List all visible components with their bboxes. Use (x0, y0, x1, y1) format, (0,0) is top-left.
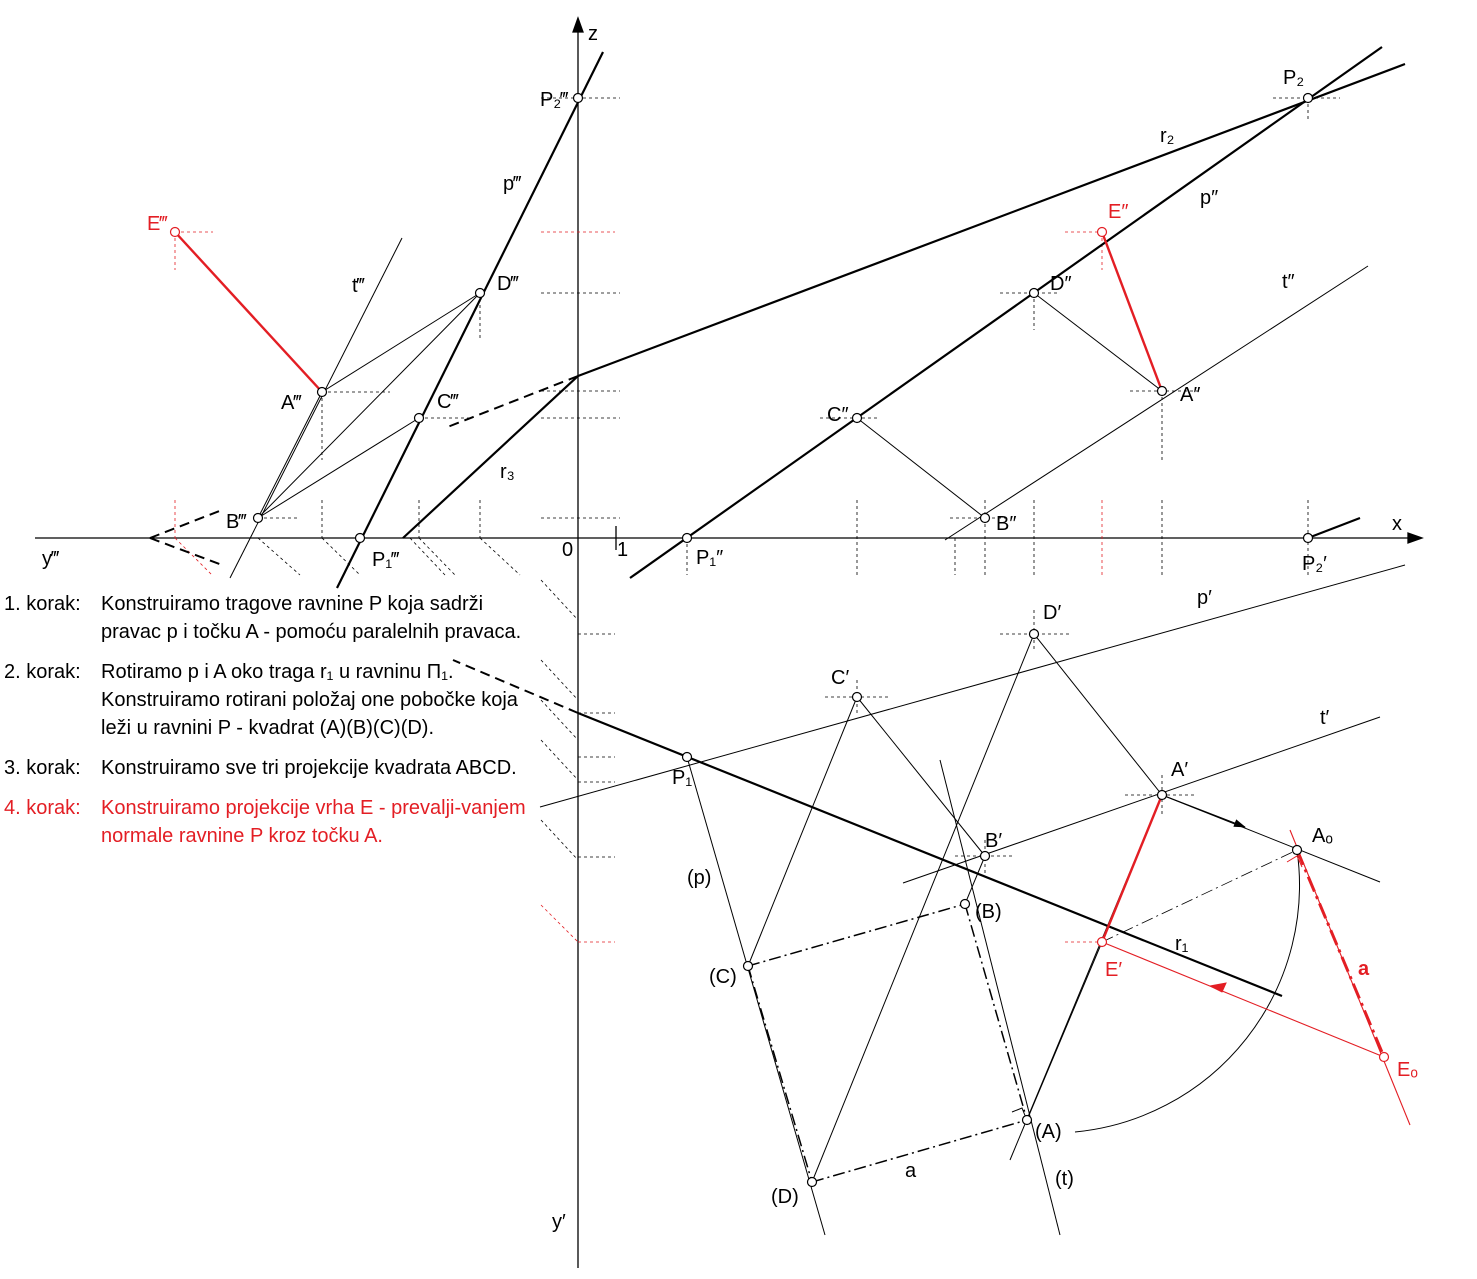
point-A-2 (1158, 387, 1167, 396)
label-D-3: D‴ (497, 273, 519, 295)
label-D-1: D′ (1043, 602, 1062, 624)
point-E-3 (171, 228, 180, 237)
label-B-2: B″ (996, 513, 1017, 535)
label-a-black: a (905, 1160, 917, 1182)
point-C-2 (853, 414, 862, 423)
label-C-3: C‴ (437, 391, 459, 413)
step-2-text: Rotiramo p i A oko traga r₁ u ravninu Π₁. Konstruiramo rotirani položaj one pobočke koja leži u ravnini P - kvadrat (A)(B)(C)(D). (101, 661, 518, 739)
point-P1-2 (683, 534, 692, 543)
label-r1: r₁ (1175, 933, 1189, 955)
label-P2: P₂ (1283, 67, 1305, 89)
point-P1 (683, 753, 692, 762)
step-2-key: 2. korak: (4, 661, 81, 683)
label-P1: P₁ (672, 767, 693, 789)
label-z: z (588, 23, 598, 45)
line-t1 (903, 717, 1380, 883)
label-P1-2: P₁″ (696, 547, 724, 569)
label-C-1: C′ (831, 667, 850, 689)
point-C-1 (853, 693, 862, 702)
step-3-key: 3. korak: (4, 757, 81, 779)
label-A-3: A‴ (281, 392, 302, 414)
step-4-text: Konstruiramo projekcije vrha E - prevalji-vanjem normale ravnine P kroz točku A. (101, 797, 526, 847)
step-4-key: 4. korak: (4, 797, 81, 819)
point-E-2 (1098, 228, 1107, 237)
point-B-3 (254, 514, 263, 523)
step-3 (4, 754, 544, 782)
label-B-3: B‴ (226, 511, 247, 533)
line-t2 (945, 266, 1368, 540)
label-r3: r₃ (500, 461, 515, 483)
point-A0 (1293, 846, 1302, 855)
label-A-rot: (A) (1035, 1121, 1062, 1143)
point-C-3 (415, 414, 424, 423)
point-A-1 (1158, 791, 1167, 800)
step-1-text: Konstruiramo tragove ravnine P koja sadrži pravac p i točku A - pomoću paralelnih pravaca. (101, 593, 522, 643)
point-E0 (1380, 1053, 1389, 1062)
point-P1-3 (356, 534, 365, 543)
line-p2 (630, 47, 1382, 578)
label-P1-3: P₁‴ (372, 549, 400, 571)
label-B-1: B′ (985, 830, 1003, 852)
label-A-2: A″ (1180, 384, 1201, 406)
point-P2-3 (574, 94, 583, 103)
step-1-key: 1. korak: (4, 593, 81, 615)
label-P2-3: P₂‴ (540, 89, 569, 111)
rotated-square (748, 904, 1027, 1182)
point-D-3 (476, 289, 485, 298)
point-B-2 (981, 514, 990, 523)
label-A0: Aₒ (1312, 825, 1333, 847)
point-E-1 (1098, 938, 1107, 947)
label-t2: t″ (1282, 271, 1295, 293)
point-A-3 (318, 388, 327, 397)
label-p2: p″ (1200, 187, 1219, 209)
point-A-rot (1023, 1116, 1032, 1125)
steps-list (4, 590, 544, 862)
point-D-1 (1030, 630, 1039, 639)
step-3-text: Konstruiramo sve tri projekcije kvadrata ABCD. (101, 757, 517, 779)
label-origin: 0 (562, 539, 574, 561)
label-C-2: C″ (827, 404, 849, 426)
label-E-3: E‴ (147, 213, 168, 235)
label-x: x (1392, 513, 1402, 535)
label-y3: y‴ (42, 548, 60, 570)
point-B-1 (981, 852, 990, 861)
label-t3: t‴ (352, 275, 365, 297)
label-E0: Eₒ (1397, 1059, 1418, 1081)
label-r2: r₂ (1160, 125, 1175, 147)
point-C-rot (744, 962, 753, 971)
point-D-rot (808, 1178, 817, 1187)
x-axis-arrow (1408, 533, 1422, 543)
label-a-red: a (1358, 958, 1370, 980)
label-y1: y′ (552, 1211, 566, 1233)
point-B-rot (961, 900, 970, 909)
label-D-rot: (D) (771, 1186, 799, 1208)
label-p-rot: (p) (687, 867, 712, 889)
line-p3 (337, 52, 603, 588)
label-p3: p‴ (503, 173, 522, 195)
label-t-rot: (t) (1055, 1168, 1074, 1190)
line-t3 (230, 238, 402, 578)
step-4 (4, 794, 544, 850)
point-D-2 (1030, 289, 1039, 298)
step-1 (4, 590, 544, 646)
rotation-arc (1075, 850, 1299, 1132)
label-D-2: D″ (1050, 273, 1072, 295)
label-P2-1: P₂′ (1302, 553, 1327, 575)
line-p1 (540, 565, 1405, 807)
label-p1: p′ (1197, 587, 1212, 609)
line-r2 (578, 64, 1405, 376)
point-P2 (1304, 94, 1313, 103)
z-axis-arrow (573, 18, 583, 32)
label-A-1: A′ (1171, 759, 1189, 781)
label-unit: 1 (617, 539, 629, 561)
label-C-rot: (C) (709, 966, 737, 988)
point-P2-1 (1304, 534, 1313, 543)
step-2 (4, 658, 544, 742)
label-E-2: E″ (1108, 201, 1129, 223)
label-t1: t′ (1320, 707, 1330, 729)
label-B-rot: (B) (975, 901, 1002, 923)
label-E-1: E′ (1105, 959, 1123, 981)
line-p1-trace (1308, 518, 1360, 538)
